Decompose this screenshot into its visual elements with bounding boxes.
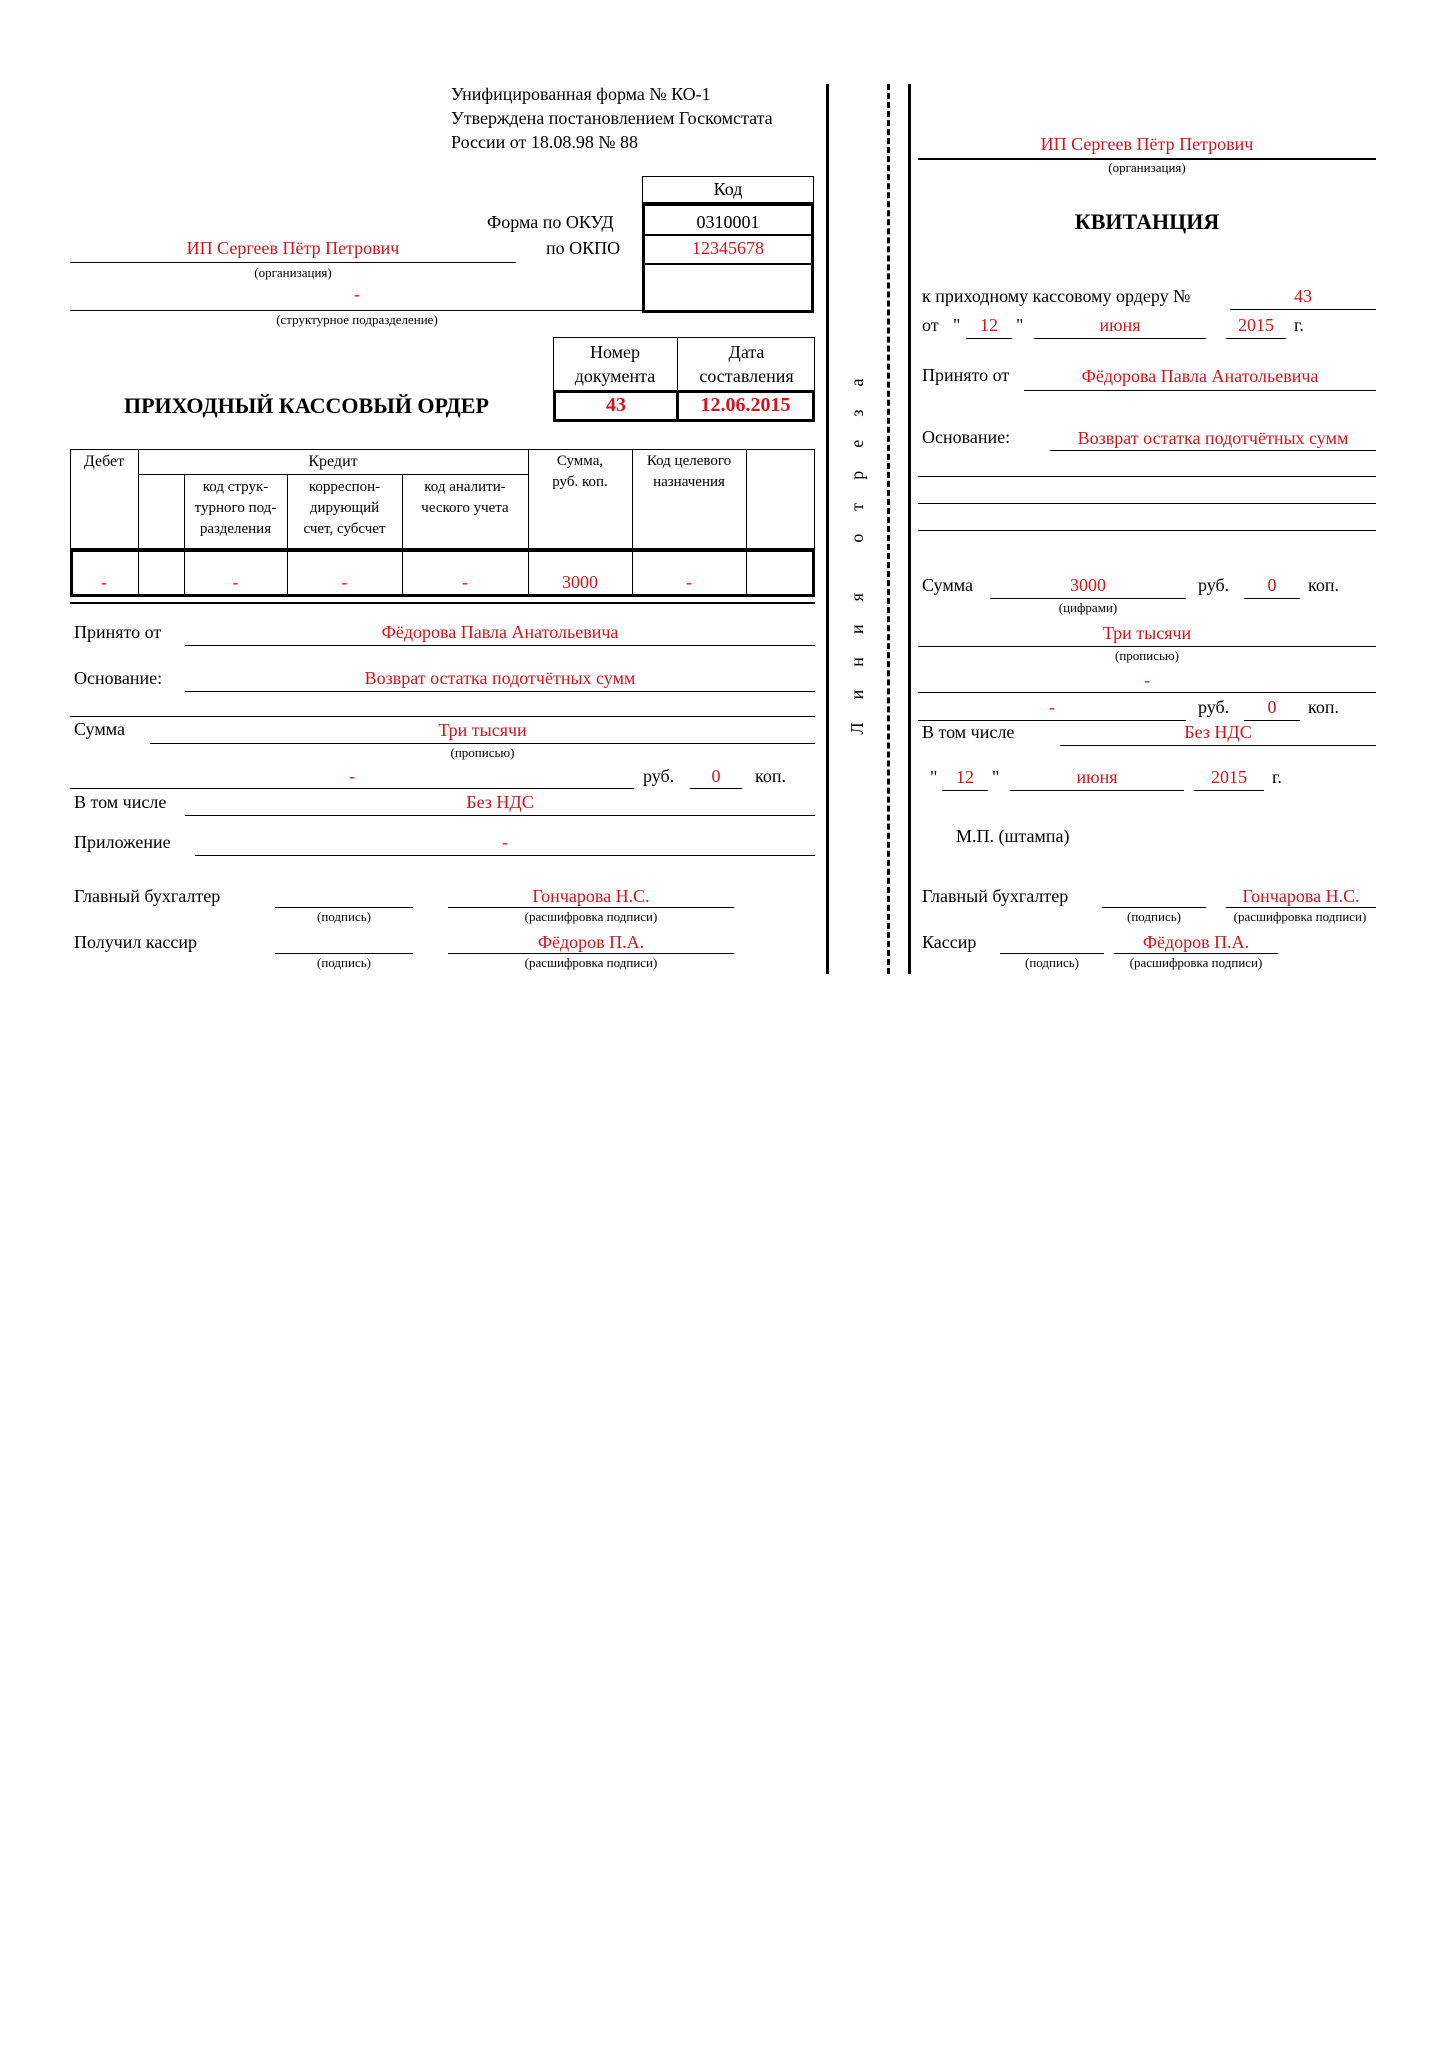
right-date-quote-open: " bbox=[930, 767, 938, 787]
left-attach-label: Приложение bbox=[74, 832, 171, 852]
right-date-month: июня bbox=[1076, 767, 1118, 787]
right-incl-label: В том числе bbox=[922, 722, 1015, 742]
code-header-cell bbox=[642, 176, 814, 203]
right-date-quote-close: " bbox=[992, 767, 1000, 787]
doc-date-header: Дата составления bbox=[699, 342, 794, 386]
right-order-label: к приходному кассовому ордеру № bbox=[922, 286, 1191, 306]
left-title: ПРИХОДНЫЙ КАССОВЫЙ ОРДЕР bbox=[124, 393, 489, 418]
left-cashier-label: Получил кассир bbox=[74, 932, 197, 952]
left-subdivision: - bbox=[354, 284, 360, 304]
left-attach-value: - bbox=[502, 832, 508, 852]
okpo-label: по ОКПО bbox=[546, 238, 621, 258]
right-basis-value: Возврат остатка подотчётных сумм bbox=[1077, 428, 1349, 448]
right-month: июня bbox=[1099, 315, 1141, 335]
col-anal: код аналити- ческого учета bbox=[421, 479, 509, 516]
right-basis-label: Основание: bbox=[922, 427, 1011, 447]
left-chief-decode-caption: (расшифровка подписи) bbox=[524, 909, 658, 924]
right-cashier-label: Кассир bbox=[922, 932, 977, 952]
row-corr: - bbox=[341, 572, 348, 592]
row-debit: - bbox=[101, 572, 107, 592]
right-sum-words: Три тысячи bbox=[1102, 623, 1192, 643]
left-cashier-sign-caption: (подпись) bbox=[317, 955, 371, 970]
left-incl-value: Без НДС bbox=[466, 792, 534, 812]
right-date-year: 2015 bbox=[1211, 767, 1247, 787]
row-anal: - bbox=[462, 572, 468, 592]
right-incl-value: Без НДС bbox=[1184, 722, 1252, 742]
right-stamp: М.П. (штампа) bbox=[956, 826, 1070, 846]
row-sub: - bbox=[232, 572, 239, 592]
col-credit: Кредит bbox=[308, 453, 358, 470]
left-basis-label: Основание: bbox=[74, 668, 163, 688]
code-label: Код bbox=[713, 179, 743, 199]
col-sub: код струк- турного под- разделения bbox=[194, 479, 277, 537]
left-cashier-name: Фёдоров П.А. bbox=[537, 932, 645, 952]
right-from-label: от bbox=[922, 315, 939, 335]
form-header-line2: Утверждена постановлением Госкомстата bbox=[451, 108, 773, 128]
right-sum-label: Сумма bbox=[922, 575, 973, 595]
left-organization-caption: (организация) bbox=[254, 265, 332, 280]
right-date-year-suffix: г. bbox=[1272, 767, 1282, 787]
left-separator-line bbox=[826, 84, 829, 974]
left-sum-words: Три тысячи bbox=[438, 720, 527, 740]
right-chief-decode-caption: (расшифровка подписи) bbox=[1233, 909, 1367, 924]
right-words-caption: (прописью) bbox=[1115, 648, 1179, 663]
doc-date: 12.06.2015 bbox=[700, 394, 791, 416]
row-target: - bbox=[686, 572, 692, 592]
right-kop-value: 0 bbox=[1267, 575, 1277, 595]
right-rub-dash: - bbox=[1049, 697, 1055, 717]
right-kop-value-2: 0 bbox=[1267, 697, 1277, 717]
right-sum-digits: 3000 bbox=[1070, 575, 1106, 595]
form-header-line1: Унифицированная форма № КО-1 bbox=[451, 84, 711, 104]
left-words-caption: (прописью) bbox=[450, 745, 515, 760]
left-subdivision-caption: (структурное подразделение) bbox=[276, 312, 438, 327]
right-kop-label: коп. bbox=[1308, 575, 1339, 595]
okud-value: 0310001 bbox=[696, 212, 760, 232]
col-debit: Дебет bbox=[83, 453, 125, 470]
right-rub-label: руб. bbox=[1198, 575, 1230, 595]
right-title: КВИТАНЦИЯ bbox=[1074, 209, 1220, 234]
left-chief-label: Главный бухгалтер bbox=[74, 886, 221, 906]
okpo-value: 12345678 bbox=[692, 238, 764, 258]
doc-num-header: Номер документа bbox=[574, 342, 656, 386]
left-rub-label: руб. bbox=[643, 766, 675, 786]
right-chief-label: Главный бухгалтер bbox=[922, 886, 1069, 906]
col-sum: Сумма, руб. коп. bbox=[552, 453, 608, 490]
right-chief-sign-caption: (подпись) bbox=[1127, 909, 1181, 924]
left-received-label: Принято от bbox=[74, 622, 162, 642]
right-organization: ИП Сергеев Пётр Петрович bbox=[1040, 134, 1254, 154]
right-received-label: Принято от bbox=[922, 365, 1010, 385]
right-date-day: 12 bbox=[956, 767, 974, 787]
right-organization-caption: (организация) bbox=[1108, 160, 1186, 175]
right-order-number: 43 bbox=[1294, 286, 1312, 306]
right-cashier-sign-caption: (подпись) bbox=[1025, 955, 1079, 970]
right-year-suffix: г. bbox=[1294, 315, 1304, 335]
form-header-line3: России от 18.08.98 № 88 bbox=[451, 132, 639, 152]
right-year: 2015 bbox=[1238, 315, 1274, 335]
right-quote-close: " bbox=[1016, 315, 1024, 335]
right-digits-caption: (цифрами) bbox=[1058, 600, 1118, 615]
right-kop-label-2: коп. bbox=[1308, 697, 1339, 717]
right-separator-line bbox=[908, 84, 911, 974]
right-cashier-name: Фёдоров П.А. bbox=[1142, 932, 1250, 952]
col-corr: корреспон- дирующий счет, субсчет bbox=[303, 479, 386, 537]
right-received-value: Фёдорова Павла Анатольевича bbox=[1081, 366, 1319, 386]
right-rub-label-2: руб. bbox=[1198, 697, 1230, 717]
row-sum: 3000 bbox=[562, 572, 598, 592]
right-chief-name: Гончарова Н.С. bbox=[1242, 886, 1360, 906]
col-target: Код целевого назначения bbox=[646, 453, 732, 490]
doc-number: 43 bbox=[606, 394, 626, 416]
cut-dashed-line bbox=[887, 84, 890, 974]
okud-label: Форма по ОКУД bbox=[487, 212, 614, 232]
right-words-dash: - bbox=[1144, 670, 1150, 690]
left-kop-value: 0 bbox=[711, 766, 721, 786]
left-sum-label: Сумма bbox=[74, 719, 125, 739]
left-chief-name: Гончарова Н.С. bbox=[532, 886, 650, 906]
left-organization: ИП Сергеев Пётр Петрович bbox=[186, 238, 400, 258]
cut-line-label: Линия отреза bbox=[847, 355, 867, 735]
left-cashier-decode-caption: (расшифровка подписи) bbox=[524, 955, 658, 970]
left-sum-dash: - bbox=[349, 766, 355, 786]
left-incl-label: В том числе bbox=[74, 792, 167, 812]
left-chief-sign-caption: (подпись) bbox=[317, 909, 371, 924]
right-cashier-decode-caption: (расшифровка подписи) bbox=[1129, 955, 1263, 970]
right-day: 12 bbox=[980, 315, 998, 335]
right-quote-open: " bbox=[953, 315, 961, 335]
left-kop-label: коп. bbox=[755, 766, 786, 786]
left-basis-value: Возврат остатка подотчётных сумм bbox=[364, 668, 636, 688]
left-received-value: Фёдорова Павла Анатольевича bbox=[381, 622, 619, 642]
